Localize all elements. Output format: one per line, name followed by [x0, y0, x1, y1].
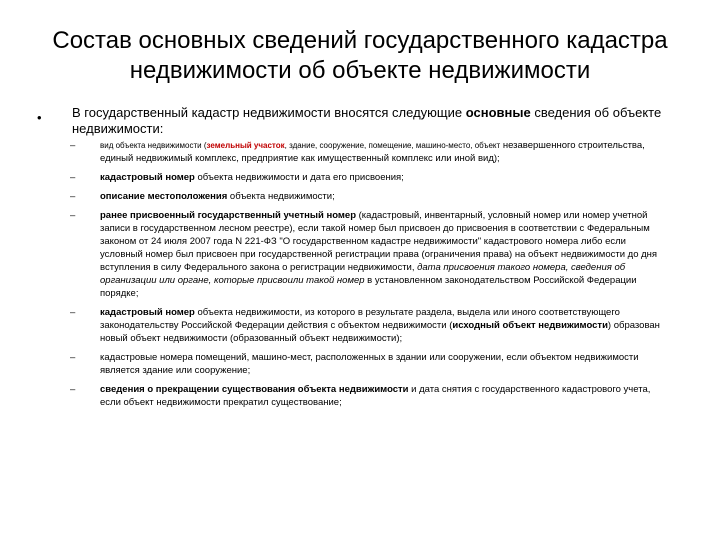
item-text: , здание, сооружение, помещение, машино-место, объект — [284, 141, 501, 150]
lead-paragraph — [72, 105, 692, 137]
list-item — [70, 190, 670, 203]
item-bold: ранее присвоенный государственный учетный номер — [100, 210, 356, 221]
item-highlight: земельный участок — [206, 141, 285, 150]
lead-bold: основные — [465, 105, 531, 120]
list-item — [70, 171, 670, 184]
details-list — [70, 139, 670, 415]
item-text: кадастровые номера помещений, машино-мест, расположенных в здании или сооружении, если объектом недвижимости является здание или сооружение; — [100, 352, 639, 376]
slide-title — [40, 26, 680, 86]
list-item — [70, 209, 670, 300]
item-bold: исходный объект недвижимости — [452, 320, 608, 331]
list-item — [70, 383, 670, 409]
dash-marker: – — [70, 172, 76, 183]
dash-marker: – — [70, 210, 76, 221]
bullet-marker: • — [37, 110, 42, 125]
item-text: в установленном законодательством Российской Федерации порядке; — [100, 275, 637, 299]
lead-text-1: В государственный кадастр недвижимости вносятся следующие — [72, 105, 466, 120]
dash-marker: – — [70, 384, 76, 395]
lead-text-2: сведения об объекте недвижимости: — [72, 105, 662, 136]
item-bold: кадастровый номер — [100, 307, 195, 318]
item-bold: описание местоположения — [100, 191, 228, 202]
title-line-2: недвижимости об объекте недвижимости — [129, 57, 591, 84]
item-text: ) образован новый объект недвижимости (образованный объект недвижимости); — [100, 320, 660, 344]
item-bold: сведения о прекращении существования объекта недвижимости — [100, 384, 409, 395]
item-text: незавершенного строительства, единый недвижимый комплекс, предприятие как имущественный комплекс или иной вид); — [100, 140, 645, 164]
title-line-1: Состав основных сведений государственного кадастра — [52, 27, 668, 54]
dash-marker: – — [70, 352, 76, 363]
item-text: объекта недвижимости и дата его присвоения; — [194, 172, 404, 183]
item-text: объекта недвижимости, из которого в результате раздела, выдела или иного соответствующего законодательству Российской Федерации действия с объектом недвижимости ( — [100, 307, 620, 331]
item-bold: кадастровый номер — [100, 172, 195, 183]
list-item — [70, 306, 670, 345]
item-italic: дата присвоения такого номера, сведения об организации или органе, которые присвоили такой номер — [100, 262, 626, 286]
item-text: (кадастровый, инвентарный, условный номер или номер учетной записи в государственном лесном реестре), если такой номер был присвоен до присвоения в соответствии с Федеральным законом от 24 июля 2007 года N 221-ФЗ "О государственном кадастре недвижимости" кадастрового номера либо если условный номер был присвоен при государственной регистрации права (ограничения права) на объект недвижимости до дня вступления в силу Федерального закона о регистрации недвижимости, — [100, 210, 658, 273]
item-text: объекта недвижимости; — [227, 191, 335, 202]
dash-marker: – — [70, 140, 76, 151]
item-text: и дата снятия с государственного кадастрового учета, если объект недвижимости прекратил существование; — [100, 384, 651, 408]
item-text: вид объекта недвижимости ( — [100, 141, 207, 150]
dash-marker: – — [70, 191, 76, 202]
dash-marker: – — [70, 307, 76, 318]
list-item — [70, 351, 670, 377]
list-item — [70, 139, 670, 165]
